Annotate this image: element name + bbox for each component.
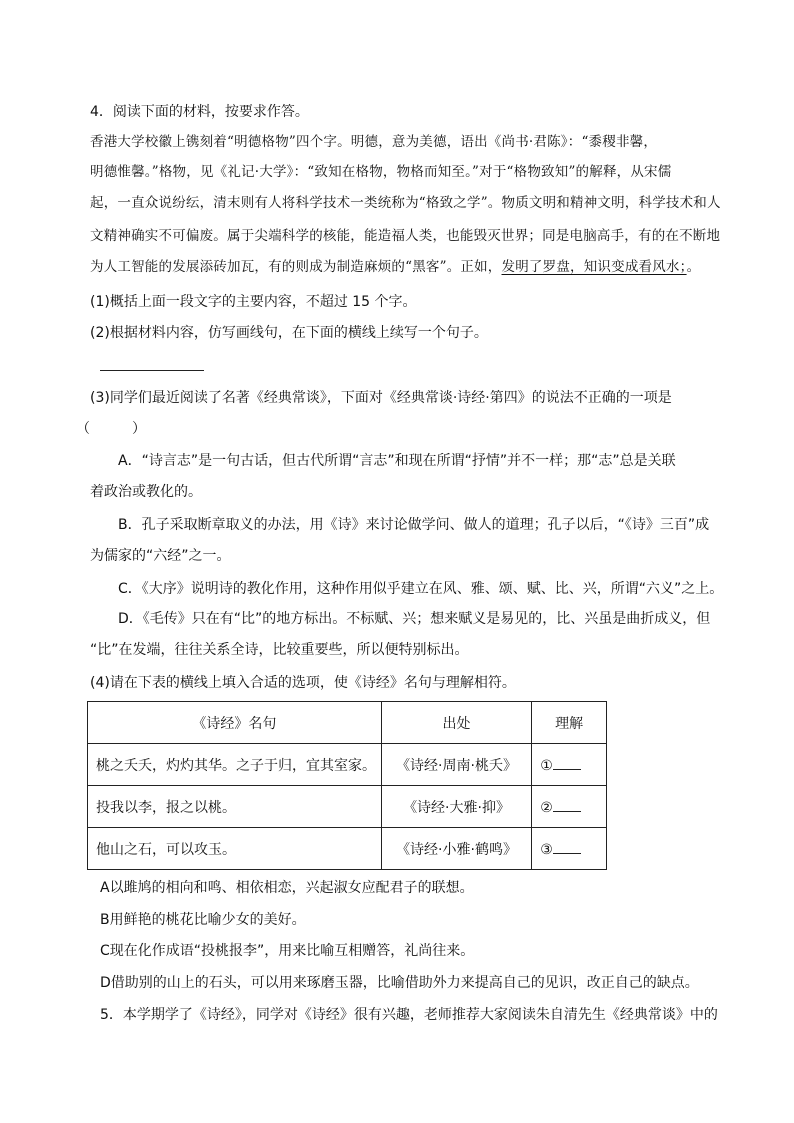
passage-line-1: 香港大学校徽上镌刻着“明德格物”四个字。明德，意为美德，语出《尚书·君陈》：“黍稷非馨，: [90, 134, 658, 150]
meaning-cell[interactable]: [532, 744, 607, 786]
header-source: 出处: [381, 702, 531, 744]
header-line: 《诗经》名句: [88, 702, 382, 744]
passage-line-3: 起，一直众说纷纭，清末则有人将科学技术一类统称为“格致之学”。物质文明和精神文明，科学技术和人: [90, 195, 721, 211]
blank-mark: ②: [540, 800, 553, 816]
sub-question-4: (4)请在下表的横线上填入合适的选项，使《诗经》名句与理解相符。: [90, 675, 516, 691]
choice-d: D借助别的山上的石头，可以用来琢磨玉器，比喻借助外力来提高自己的见识，改正自己的缺点。: [100, 975, 699, 991]
fill-blank[interactable]: [553, 755, 581, 770]
passage-line-5: [90, 257, 700, 277]
option-a-line-2: 着政治或教化的。: [90, 484, 202, 500]
poem-table: [87, 701, 607, 870]
blank-mark: ①: [540, 758, 553, 774]
poem-line: 投我以李，报之以桃。: [88, 786, 382, 828]
blank-mark: ③: [540, 842, 553, 858]
option-b-line-1: B．孔子采取断章取义的办法，用《诗》来讨论做学问、做人的道理；孔子以后，“《诗》三百”成: [118, 517, 710, 533]
choice-a: A以雎鸠的相向和鸣、相依相恋，兴起淑女应配君子的联想。: [100, 880, 474, 896]
underlined-sentence: 发明了罗盘，知识变成看风水；: [501, 259, 687, 275]
answer-blank-line[interactable]: [100, 370, 204, 371]
option-b-line-2: 为儒家的“六经”之一。: [90, 548, 231, 564]
fill-blank[interactable]: [553, 839, 581, 854]
table-header-row: [88, 702, 607, 744]
option-d-line-2: “比”在发端，往往关系全诗，比较重要些，所以便特别标出。: [90, 642, 469, 658]
sub-question-2: (2)根据材料内容，仿写画线句，在下面的横线上续写一个句子。: [90, 325, 488, 341]
meaning-cell[interactable]: [532, 786, 607, 828]
passage-line-5-prefix: 为人工智能的发展添砖加瓦，有的则成为制造麻烦的“黑客”。正如，: [90, 259, 502, 275]
answer-parentheses[interactable]: （ ）: [76, 421, 146, 437]
meaning-cell[interactable]: [532, 828, 607, 870]
poem-source: 《诗经·大雅·抑》: [381, 786, 531, 828]
question-5-text: 5．本学期学了《诗经》，同学对《诗经》很有兴趣，老师推荐大家阅读朱自清先生《经典常谈》中的: [100, 1007, 718, 1023]
passage-line-2: 明德惟馨。”格物，见《礼记·大学》：“致知在格物，物格而知至。”对于“格物致知”的解释，从宋儒: [90, 164, 672, 180]
table-row: [88, 744, 607, 786]
sub-question-3: (3)同学们最近阅读了名著《经典常谈》，下面对《经典常谈·诗经·第四》的说法不正确的一项是: [90, 390, 672, 406]
table-row: [88, 786, 607, 828]
option-c: C．《大序》说明诗的教化作用，这种作用似乎建立在风、雅、颂、赋、比、兴，所谓“六义”之上。: [118, 581, 724, 597]
question-4-title: 4．阅读下面的材料，按要求作答。: [90, 104, 309, 120]
option-a-line-1: A．“诗言志”是一句古话，但古代所谓“言志”和现在所谓“抒情”并不一样；那“志”总是关联: [118, 453, 676, 469]
fill-blank[interactable]: [553, 797, 581, 812]
choice-c: C现在化作成语“投桃报李”，用来比喻互相赠答，礼尚往来。: [100, 943, 475, 959]
poem-line: 桃之夭夭，灼灼其华。之子于归，宜其室家。: [88, 744, 382, 786]
table-row: [88, 828, 607, 870]
poem-source: 《诗经·周南·桃夭》: [381, 744, 531, 786]
sub-question-1: (1)概括上面一段文字的主要内容，不超过 15 个字。: [90, 294, 417, 310]
choice-b: B用鲜艳的桃花比喻少女的美好。: [100, 912, 306, 928]
poem-source: 《诗经·小雅·鹤鸣》: [381, 828, 531, 870]
passage-line-5-suffix: 。: [686, 259, 701, 275]
option-d-line-1: D．《毛传》只在有“比”的地方标出。不标赋、兴；想来赋义是易见的，比、兴虽是曲折成义，但: [118, 611, 711, 627]
poem-line: 他山之石，可以攻玉。: [88, 828, 382, 870]
passage-line-4: 文精神确实不可偏废。属于尖端科学的核能，能造福人类，也能毁灭世界；同是电脑高手，有的在不断地: [90, 228, 721, 244]
header-meaning: 理解: [532, 702, 607, 744]
